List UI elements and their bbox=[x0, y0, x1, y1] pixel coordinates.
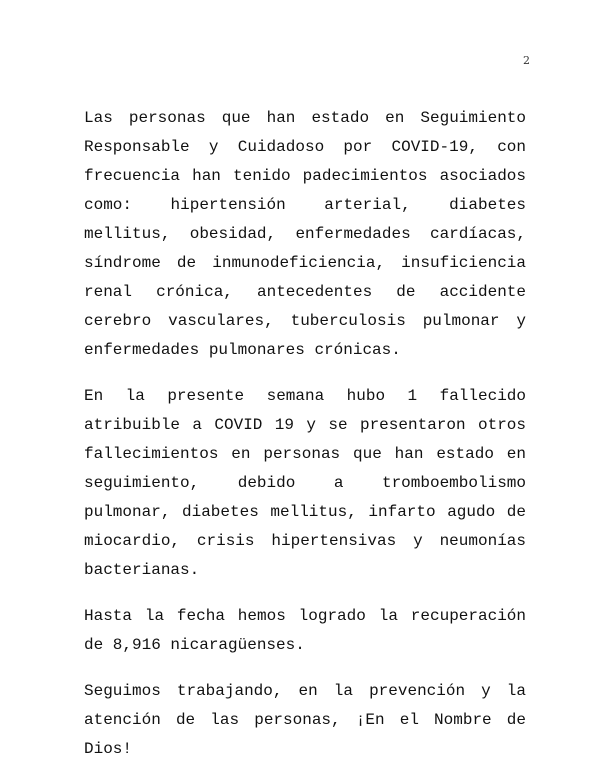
document-body bbox=[84, 104, 526, 764]
paragraph-comorbidities: Las personas que han estado en Seguimiento Responsable y Cuidadoso por COVID-19, con frecuencia han tenido padecimientos asociados como: hipertensión arterial, diabetes mellitus, obesidad, enfermedades cardíacas, síndrome de inmunodeficiencia, insuficiencia renal crónica, antecedentes de accidente cerebro vasculares, tuberculosis pulmonar y enfermedades pulmonares crónicas. bbox=[84, 109, 526, 359]
paragraph-closing: Seguimos trabajando, en la prevención y la atención de las personas, ¡En el Nombre de Dios! bbox=[84, 682, 526, 758]
page-number: 2 bbox=[523, 54, 530, 67]
paragraph-recoveries: Hasta la fecha hemos logrado la recuperación de 8,916 nicaragüenses. bbox=[84, 607, 526, 654]
paragraph-deaths: En la presente semana hubo 1 fallecido atribuible a COVID 19 y se presentaron otros fallecimientos en personas que han estado en seguimiento, debido a tromboembolismo pulmonar, diabetes mellitus, infarto agudo de miocardio, crisis hipertensivas y neumonías bacterianas. bbox=[84, 387, 526, 579]
